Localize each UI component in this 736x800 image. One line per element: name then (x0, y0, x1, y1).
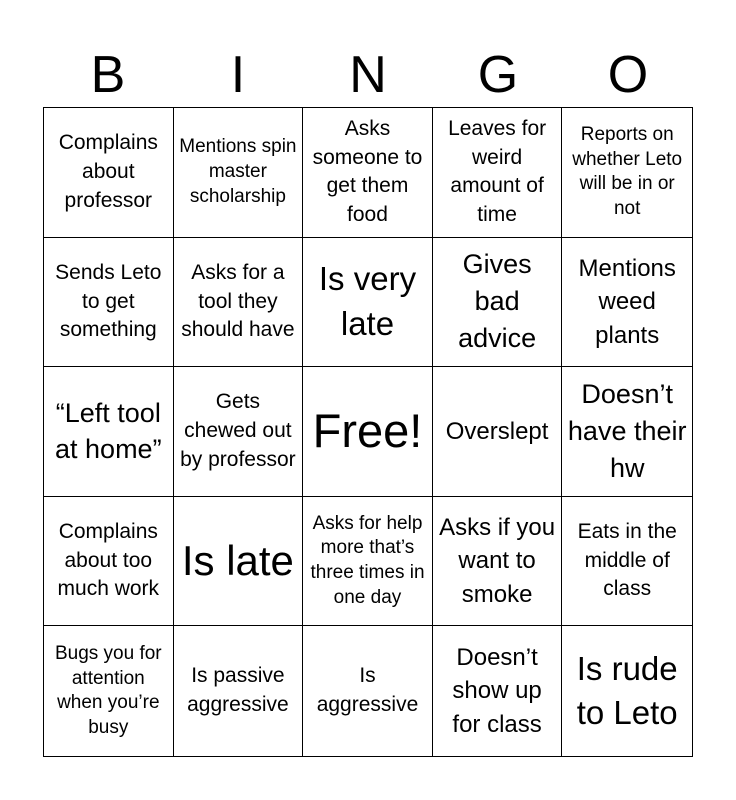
cell-text: Mentions spin master scholarship (179, 136, 297, 207)
bingo-cell[interactable] (174, 626, 304, 756)
cell-text: Is aggressive (316, 664, 419, 717)
bingo-cell[interactable] (303, 238, 433, 368)
header-letter-i: I (230, 46, 246, 104)
cell-text: Leaves for weird amount of time (448, 116, 547, 227)
cell-text: Asks if you want to smoke (439, 513, 556, 608)
bingo-cell[interactable] (562, 108, 692, 238)
bingo-cell[interactable] (562, 626, 692, 756)
cell-text: Doesn’t have their hw (567, 379, 687, 483)
bingo-cell[interactable] (44, 108, 174, 238)
cell-text: Eats in the middle of class (577, 519, 677, 601)
cell-text: Complains about too much work (57, 519, 160, 601)
bingo-header (43, 44, 693, 106)
cell-text: Mentions weed plants (578, 254, 676, 349)
bingo-cell[interactable] (174, 367, 304, 497)
header-letter-g: G (477, 46, 519, 104)
header-letter-o: O (607, 46, 649, 104)
bingo-cell[interactable] (562, 497, 692, 627)
bingo-cell[interactable] (174, 497, 304, 627)
bingo-cell[interactable] (433, 238, 563, 368)
cell-text: Asks someone to get them food (312, 116, 423, 227)
cell-text: Free! (312, 404, 423, 458)
cell-text: Gives bad advice (458, 249, 537, 354)
cell-text: Reports on whether Leto will be in or not (572, 123, 683, 219)
bingo-cell[interactable] (303, 626, 433, 756)
bingo-cell[interactable] (433, 108, 563, 238)
cell-text: Is passive aggressive (187, 664, 289, 717)
cell-text: Asks for help more that’s three times in one day (310, 512, 425, 608)
bingo-cell[interactable] (174, 238, 304, 368)
bingo-cell[interactable] (44, 367, 174, 497)
bingo-cell[interactable] (562, 367, 692, 497)
bingo-cell[interactable] (433, 497, 563, 627)
bingo-cell[interactable] (303, 108, 433, 238)
cell-text: “Left tool at home” (55, 397, 162, 465)
bingo-cell[interactable] (174, 108, 304, 238)
cell-text: Asks for a tool they should have (181, 260, 295, 342)
cell-text: Doesn’t show up for class (452, 643, 542, 738)
bingo-cell[interactable] (433, 367, 563, 497)
bingo-cell[interactable] (44, 497, 174, 627)
header-letter-b: B (90, 46, 126, 104)
cell-text: Complains about professor (58, 131, 158, 212)
free-space-cell[interactable] (303, 367, 433, 497)
bingo-cell[interactable] (44, 626, 174, 756)
cell-text: Is very late (318, 260, 417, 342)
cell-text: Bugs you for attention when you’re busy (54, 642, 162, 738)
bingo-cell[interactable] (303, 497, 433, 627)
cell-text: Gets chewed out by professor (180, 390, 296, 471)
cell-text: Is rude to Leto (576, 649, 678, 732)
header-letter-n: N (349, 46, 387, 104)
bingo-board (43, 107, 693, 757)
bingo-cell[interactable] (433, 626, 563, 756)
cell-text: Overslept (445, 417, 549, 445)
cell-text: Sends Leto to get something (55, 260, 162, 342)
cell-text: Is late (181, 537, 294, 585)
bingo-cell[interactable] (44, 238, 174, 368)
bingo-cell[interactable] (562, 238, 692, 368)
